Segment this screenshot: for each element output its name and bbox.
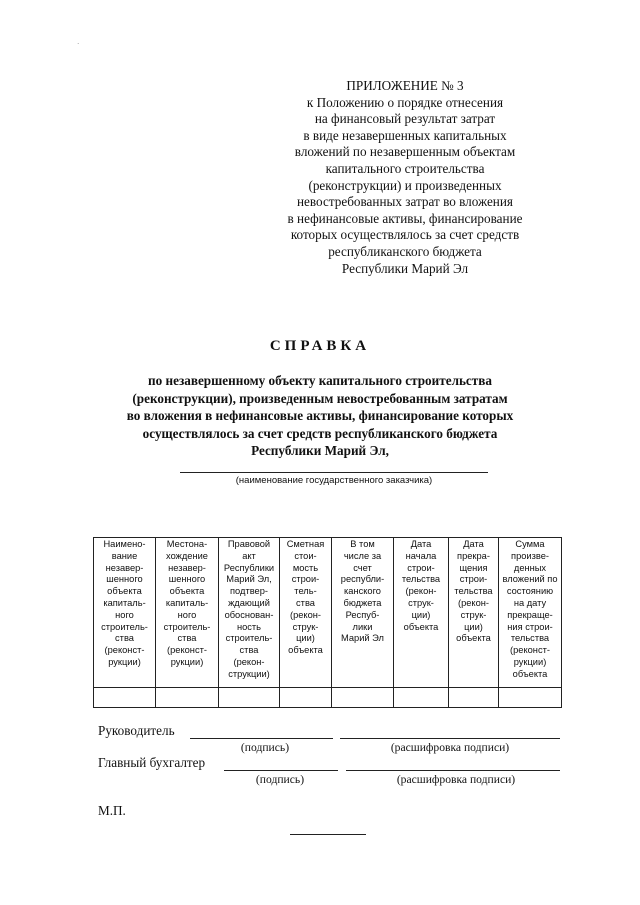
appendix-header: [270, 78, 540, 277]
head-decode-line[interactable]: [340, 738, 560, 739]
table-header-cell: В том числе за счет республи- канского бюджета Респуб- лики Марий Эл: [332, 538, 394, 688]
table-cell[interactable]: [332, 688, 394, 708]
table-cell[interactable]: [394, 688, 449, 708]
head-label: Руководитель: [98, 723, 175, 738]
appendix-line: в нефинансовые активы, финансирование: [287, 210, 523, 226]
date-line: [290, 834, 366, 835]
table-cell[interactable]: [280, 688, 332, 708]
stamp-place: М.П.: [98, 803, 126, 818]
appendix-line: ПРИЛОЖЕНИЕ № 3: [346, 78, 464, 93]
subtitle-line: осуществлялось за счет средств республиканского бюджета: [142, 425, 498, 441]
margin-mark: ·: [77, 40, 80, 48]
appendix-line: капитального строительства: [325, 160, 485, 176]
appendix-line: республиканского бюджета: [328, 243, 482, 259]
subtitle-line: (реконструкции), произведенным невостребованным затратам: [132, 390, 508, 406]
accountant-decode-line[interactable]: [346, 770, 560, 771]
subtitle-line: во вложения в нефинансовые активы, финансирование которых: [126, 408, 514, 423]
table-header-cell: Дата прекра- щения строи- тельства (рекон- струк- ции) объекта: [449, 538, 499, 688]
document-subtitle: [90, 372, 550, 460]
table-cell[interactable]: [156, 688, 219, 708]
appendix-line: вложений по незавершенным объектам: [294, 144, 516, 160]
table-cell[interactable]: [449, 688, 499, 708]
subtitle-line: по незавершенному объекту капитального строительства: [148, 373, 492, 388]
head-decode-caption: (расшифровка подписи): [390, 741, 510, 754]
table-cell[interactable]: [219, 688, 280, 708]
accountant-label: Главный бухгалтер: [98, 755, 206, 770]
appendix-line: в виде незавершенных капитальных: [303, 127, 507, 143]
head-signature-line[interactable]: [190, 738, 333, 739]
customer-fill-line: [180, 472, 488, 473]
table-header-cell: Дата начала строи- тельства (рекон- струк- ции) объекта: [394, 538, 449, 688]
appendix-line: Республики Марий Эл: [341, 260, 469, 276]
table-header-cell: Сметная стои- мость строи- тель- ства (рекон- струк- ции) объекта: [280, 538, 332, 688]
appendix-line: которых осуществлялось за счет средств: [290, 227, 520, 243]
appendix-line: к Положению о порядке отнесения: [306, 94, 504, 110]
document-title: СПРАВКА: [269, 338, 371, 354]
table-cell[interactable]: [499, 688, 562, 708]
appendix-line: невостребованных затрат во вложения: [297, 194, 513, 210]
subtitle-line: Республики Марий Эл,: [251, 443, 389, 458]
table-header-cell: Сумма произве- денных вложений по состоянию на дату прекраще- ния строи- тельства (реконст- рукции) объекта: [499, 538, 562, 688]
table-header-cell: Наимено- вание незавер- шенного объекта капиталь- ного строитель- ства (реконст- рукции): [94, 538, 156, 688]
accountant-decode-caption: (расшифровка подписи): [396, 773, 516, 786]
table-cell[interactable]: [94, 688, 156, 708]
table-header-cell: Правовой акт Республики Марий Эл, подтвер- ждающий обоснован- ность строитель- ства (рекон- струкции): [219, 538, 280, 688]
table-row: [94, 688, 562, 708]
appendix-line: на финансовый результат затрат: [314, 111, 496, 127]
accountant-signature-line[interactable]: [224, 770, 338, 771]
table-header-cell: Местона- хождение незавер- шенного объекта капиталь- ного строитель- ства (реконст- рукции): [156, 538, 219, 688]
table-header-row: [94, 538, 562, 688]
accountant-signature-caption: (подпись): [255, 773, 305, 786]
customer-caption: (наименование государственного заказчика): [235, 475, 433, 486]
data-table: [93, 537, 562, 708]
head-signature-caption: (подпись): [240, 741, 290, 754]
appendix-line: (реконструкции) и произведенных: [308, 177, 502, 193]
